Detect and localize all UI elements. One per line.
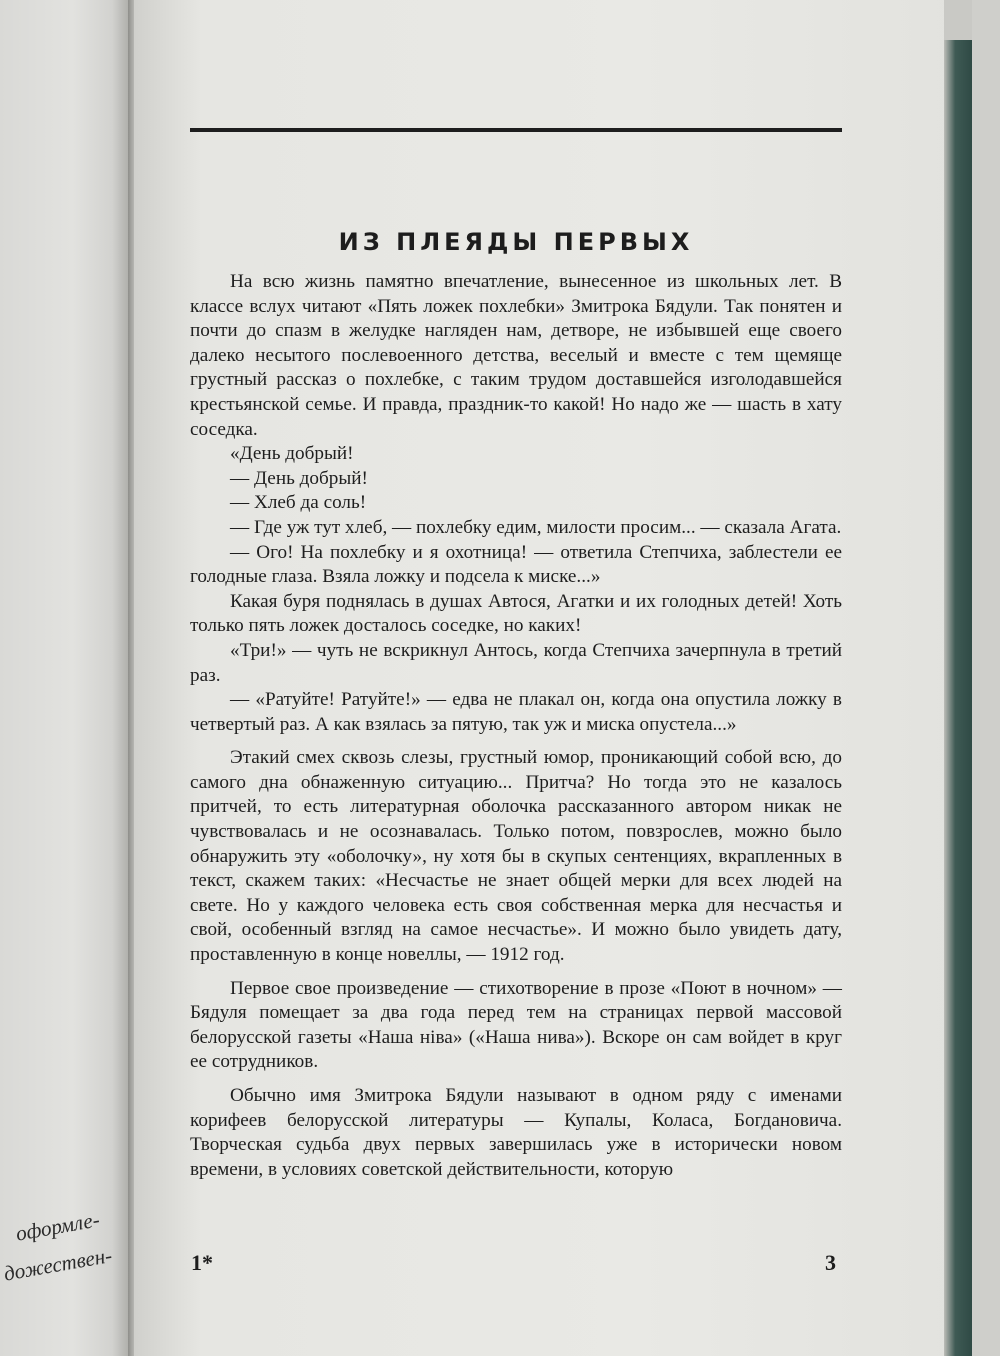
paragraph: «Три!» — чуть не вскрикнул Антось, когда Степчиха зачерпнула в третий раз. (190, 639, 842, 686)
paragraph: Обычно имя Змитрока Бядули называют в одном ряду с именами корифеев белорусской литературы — Купалы, Коласа, Богдановича. Творческая судьба двух первых завершилась уже в исторически новом времени, в условиях советской действительности, которую (190, 1085, 842, 1180)
left-page (0, 0, 132, 1356)
signature-mark: 1* (191, 1250, 213, 1275)
chapter-title: ИЗ ПЛЕЯДЫ ПЕРВЫХ (338, 228, 694, 256)
paragraph: Первое свое произведение — стихотворение в прозе «Поют в ночном» — Бядуля помещает за два года перед тем на страницах первой массовой белорусской газеты «Наша ніва» («Наша нива»). Вскоре он сам войдет в круг ее сотрудников. (190, 977, 842, 1073)
cover-corner (944, 0, 972, 40)
left-page-bleed-text: дожествен- (2, 1243, 114, 1286)
paragraph: Какая буря поднялась в душах Автося, Агатки и их голодных детей! Хоть только пять ложек досталось соседке, но каких! (190, 590, 842, 637)
page-number: 3 (825, 1250, 836, 1275)
paragraph: На всю жизнь памятно впечатление, вынесенное из школьных лет. В классе вслух читают «Пять ложек похлебки» Змитрока Бядули. Так понятен и почти до спазм в желудке нагляден нам, детворе, не избывшей еще своего далеко несытого послевоенного детства, веселый и вместе с тем щемяще грустный рассказ о похлебке, с таким трудом доставшейся изголодавшейся крестьянской семье. И правда, праздник-то какой! Но надо же — шасть в хату соседка. (190, 271, 842, 440)
paragraph: — Ого! На похлебку и я охотница! — ответила Степчиха, заблестели ее голодные глаза. Взяла ложку и подсела к миске...» (190, 541, 842, 588)
left-page-bleed-text: оформле- (14, 1207, 102, 1246)
body-text (190, 270, 842, 1182)
paragraph: — Где уж тут хлеб, — похлебку едим, милости просим... — сказала Агата. (230, 516, 842, 538)
book-cover-edge (944, 40, 972, 1356)
paragraph: «День добрый! (230, 443, 354, 465)
header-rule (190, 128, 842, 132)
paragraph: Этакий смех сквозь слезы, грустный юмор, проникающий собой всю, до самого дна обнаженную ситуацию... Притча? Но тогда это не казалось притчей, то есть литературная оболочка рассказанного автором никак не чувствовалась и не осознавалась. Только потом, повзрослев, можно было обнаружить эту «оболочку», ну хотя бы в скупых сентенциях, вкрапленных в текст, скажем таких: «Несчастье не знает общей мерки для всех людей на свете. Но у каждого человека есть своя собственная мерка для несчастья и свой, особенный взгляд на самое несчастье». И можно было увидеть дату, проставленную в конце новеллы, — 1912 год. (190, 747, 842, 966)
paragraph: — Хлеб да соль! (230, 492, 367, 514)
paragraph: — «Ратуйте! Ратуйте!» — едва не плакал он, когда она опустила ложку в четвертый раз. А как взялась за пятую, так уж и миска опустела...» (190, 689, 842, 735)
paragraph: — День добрый! (230, 467, 368, 489)
